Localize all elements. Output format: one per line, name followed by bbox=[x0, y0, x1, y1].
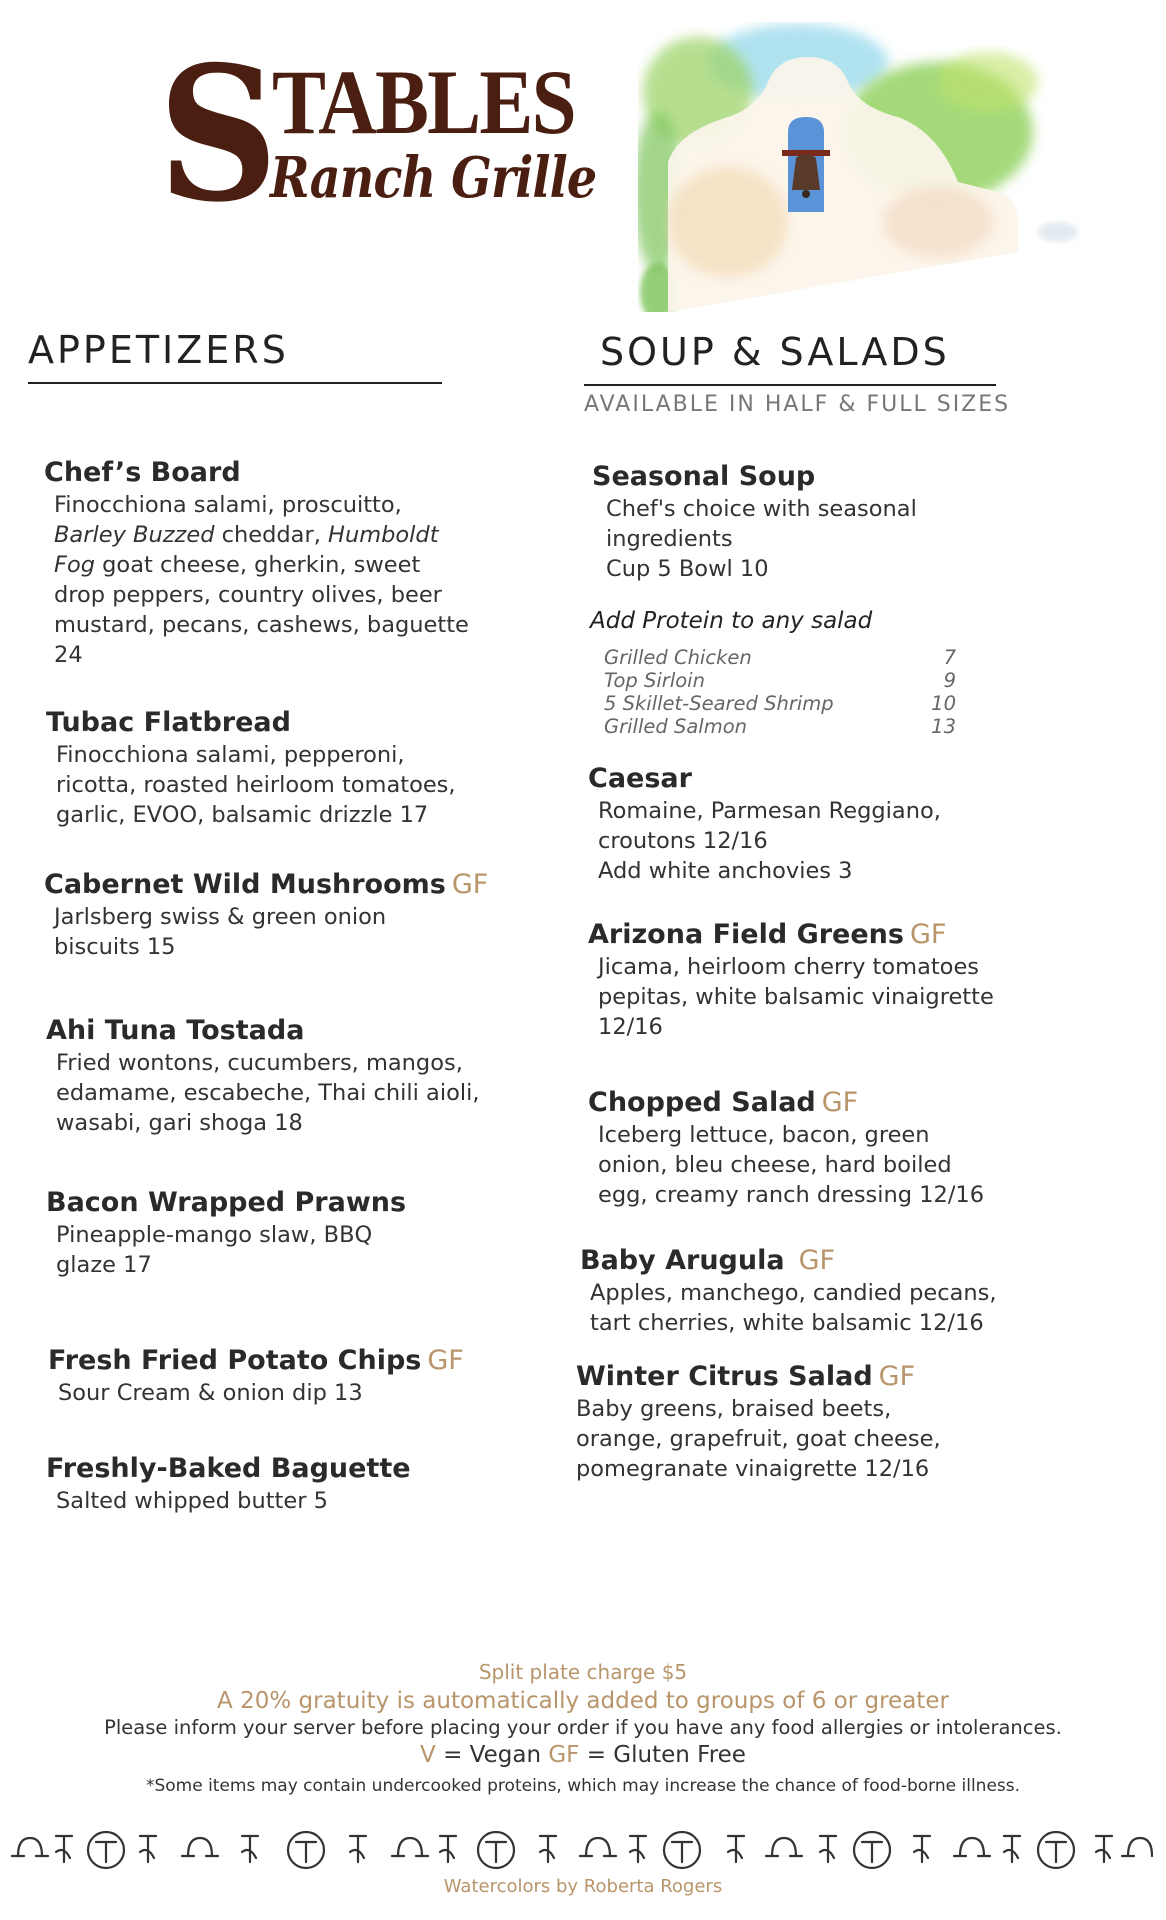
gf-badge: GF bbox=[427, 1345, 464, 1376]
gf-badge: GF bbox=[798, 1245, 836, 1276]
item-description: Fried wontons, cucumbers, mangos, edamame, escabeche, Thai chili aioli, wasabi, gari shoga 18 bbox=[56, 1050, 480, 1136]
menu-item-bacon-wrapped-prawns bbox=[46, 1186, 446, 1280]
food-safety-warning: *Some items may contain undercooked proteins, which may increase the chance of food-borne illness. bbox=[145, 1776, 1021, 1796]
item-description: Baby greens, braised beets, orange, grapefruit, goat cheese, pomegranate vinaigrette 12/16 bbox=[576, 1396, 941, 1482]
item-name: Seasonal Soup bbox=[592, 461, 816, 492]
item-description: Pineapple-mango slaw, BBQ glaze 17 bbox=[56, 1222, 373, 1278]
gf-badge: GF bbox=[821, 1087, 859, 1118]
menu-item-freshly-baked-baguette bbox=[46, 1452, 496, 1516]
menu-item-seasonal-soup bbox=[592, 460, 992, 584]
item-name: Fresh Fried Potato Chips GF bbox=[48, 1345, 464, 1376]
soup-salads-divider bbox=[584, 384, 996, 386]
brand-symbol-row bbox=[10, 1822, 1156, 1874]
add-protein-heading: Add Protein to any salad bbox=[590, 608, 873, 634]
menu-item-chopped-salad bbox=[588, 1086, 1008, 1210]
gf-badge: GF bbox=[909, 919, 947, 950]
item-name: Ahi Tuna Tostada bbox=[46, 1015, 305, 1046]
gf-badge: GF bbox=[878, 1361, 916, 1392]
menu-item-baby-arugula bbox=[580, 1244, 1010, 1338]
appetizers-heading: APPETIZERS bbox=[28, 328, 289, 372]
gratuity-note: A 20% gratuity is automatically added to groups of 6 or greater bbox=[217, 1688, 949, 1714]
protein-row: Grilled Salmon 13 bbox=[604, 715, 956, 738]
menu-item-caesar bbox=[588, 762, 1008, 886]
protein-row: 5 Skillet-Seared Shrimp 10 bbox=[604, 692, 956, 715]
gf-badge: GF bbox=[451, 869, 489, 900]
protein-row: Grilled Chicken 7 bbox=[604, 646, 956, 669]
split-plate-note: Split plate charge $5 bbox=[478, 1660, 688, 1684]
menu-item-chefs-board bbox=[44, 456, 474, 670]
menu-item-winter-citrus-salad bbox=[576, 1360, 996, 1484]
item-description: Finocchiona salami, pepperoni, ricotta, roasted heirloom tomatoes, garlic, EVOO, balsamic drizzle 17 bbox=[56, 742, 456, 828]
item-price: Cup 5 Bowl 10 bbox=[606, 556, 769, 582]
item-description: Chef's choice with seasonal ingredients bbox=[606, 496, 917, 552]
item-name: Cabernet Wild Mushrooms GF bbox=[44, 869, 489, 900]
logo-letter-s: S bbox=[158, 25, 279, 243]
logo-tables: TABLES bbox=[272, 51, 575, 153]
item-name: Chef’s Board bbox=[44, 457, 241, 488]
item-description: Finocchiona salami, proscuitto, Barley Buzzed cheddar, Humboldt Fog goat cheese, gherkin, sweet drop peppers, country olives, beer mustard, pecans, cashews, baguette 24 bbox=[54, 492, 469, 668]
item-extra: Add white anchovies 3 bbox=[598, 858, 853, 884]
item-description: Salted whipped butter 5 bbox=[56, 1488, 328, 1514]
item-name: Tubac Flatbread bbox=[46, 707, 291, 738]
protein-list bbox=[604, 646, 956, 738]
appetizers-divider bbox=[28, 382, 442, 384]
dietary-legend: V = Vegan GF = Gluten Free bbox=[420, 1742, 746, 1768]
menu-item-fresh-fried-potato-chips bbox=[48, 1344, 498, 1408]
item-description: Apples, manchego, candied pecans, tart cherries, white balsamic 12/16 bbox=[590, 1280, 997, 1336]
menu-item-arizona-field-greens bbox=[588, 918, 1008, 1042]
item-name: Bacon Wrapped Prawns bbox=[46, 1187, 407, 1218]
item-name: Caesar bbox=[588, 763, 692, 794]
cattle-brand-border bbox=[10, 1822, 1156, 1874]
watercolor-mission-bell-image bbox=[638, 22, 1098, 312]
item-name: Chopped Salad GF bbox=[588, 1087, 859, 1118]
item-description: Jarlsberg swiss & green onion biscuits 15 bbox=[54, 904, 387, 960]
logo-ranch-grille: Ranch Grille bbox=[270, 145, 597, 211]
menu-item-tubac-flatbread bbox=[46, 706, 486, 830]
item-description: Iceberg lettuce, bacon, green onion, bleu cheese, hard boiled egg, creamy ranch dressing 12/16 bbox=[598, 1122, 985, 1208]
soup-salads-heading: SOUP & SALADS bbox=[600, 330, 950, 374]
item-name: Arizona Field Greens GF bbox=[588, 919, 947, 950]
item-name: Winter Citrus Salad GF bbox=[576, 1361, 916, 1392]
item-name: Freshly-Baked Baguette bbox=[46, 1453, 411, 1484]
menu-item-cabernet-wild-mushrooms bbox=[44, 868, 494, 962]
watercolor-credit: Watercolors by Roberta Rogers bbox=[443, 1876, 723, 1897]
protein-row: Top Sirloin 9 bbox=[604, 669, 956, 692]
item-name: Baby Arugula GF bbox=[580, 1245, 836, 1276]
item-description: Sour Cream & onion dip 13 bbox=[58, 1380, 363, 1406]
allergy-note: Please inform your server before placing your order if you have any food allergies or intolerances. bbox=[104, 1716, 1062, 1739]
item-description: Romaine, Parmesan Reggiano, croutons 12/16 bbox=[598, 798, 941, 854]
soup-salads-subheading: AVAILABLE IN HALF & FULL SIZES bbox=[584, 392, 1011, 417]
menu-item-ahi-tuna-tostada bbox=[46, 1014, 486, 1138]
item-description: Jicama, heirloom cherry tomatoes pepitas, white balsamic vinaigrette 12/16 bbox=[598, 954, 994, 1040]
